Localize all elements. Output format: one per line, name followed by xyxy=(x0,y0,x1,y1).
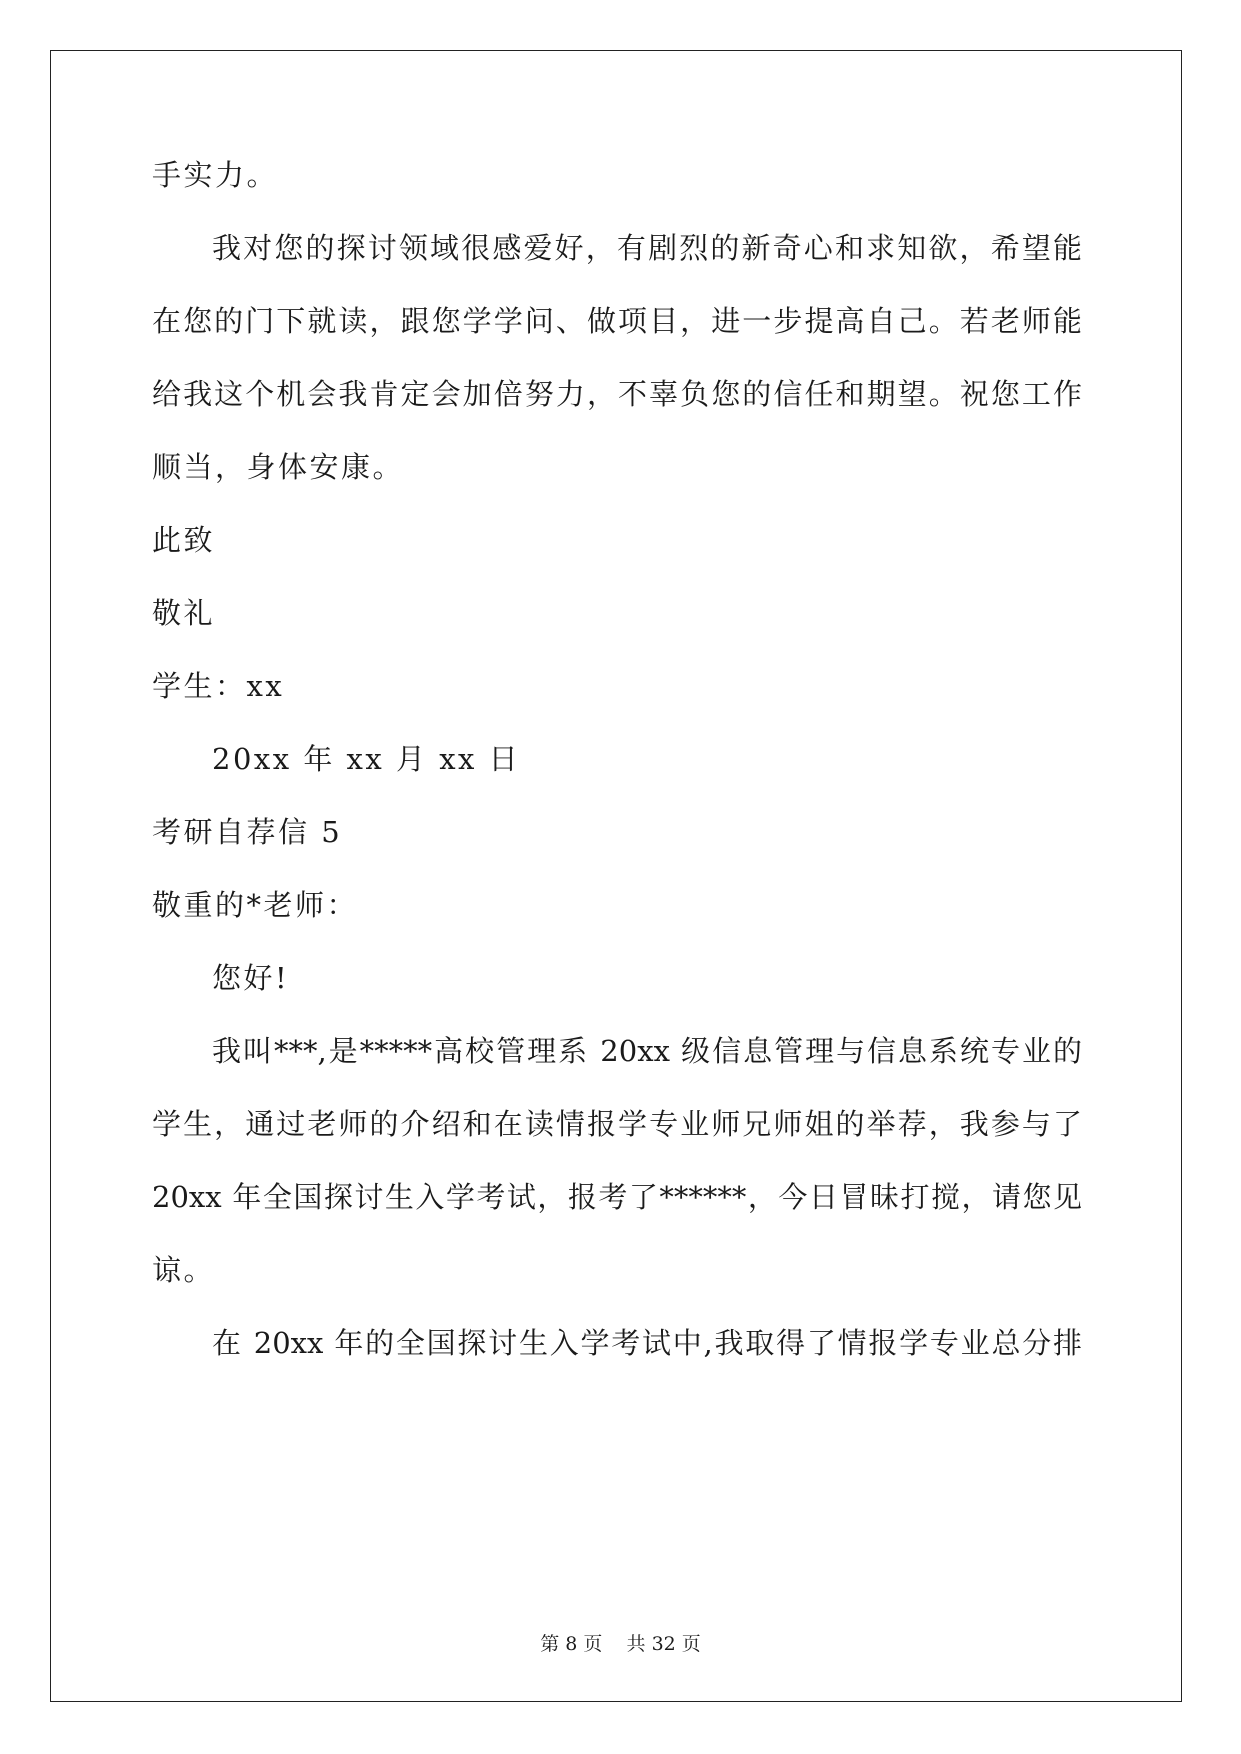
salutation-regards: 敬礼 xyxy=(152,596,216,630)
text-line: 给我这个机会我肯定会加倍努力，不辜负您的信任和期望。祝您工作 xyxy=(152,377,1082,411)
text-line: 我叫***,是*****高校管理系 20xx 级信息管理与信息系统专业的 xyxy=(212,1034,1082,1068)
text-line: 在您的门下就读，跟您学学问、做项目，进一步提高自己。若老师能 xyxy=(152,304,1082,338)
text-line: 谅。 xyxy=(152,1253,216,1287)
page-number-footer: 第 8 页 共 32 页 xyxy=(540,1633,701,1655)
signature-name: 学生：xx xyxy=(152,669,285,703)
signature-date: 20xx 年 xx 月 xx 日 xyxy=(212,742,521,776)
salutation-closing: 此致 xyxy=(152,523,216,557)
text-line: 您好! xyxy=(212,961,290,995)
text-line: 20xx 年全国探讨生入学考试，报考了******，今日冒昧打搅，请您见 xyxy=(152,1180,1082,1214)
text-line: 在 20xx 年的全国探讨生入学考试中,我取得了情报学专业总分排 xyxy=(212,1326,1082,1360)
letter-greeting: 敬重的*老师： xyxy=(152,888,359,922)
text-line: 我对您的探讨领域很感爱好，有剧烈的新奇心和求知欲，希望能 xyxy=(212,231,1082,265)
text-line: 顺当，身体安康。 xyxy=(152,450,405,484)
section-heading: 考研自荐信 5 xyxy=(152,815,343,849)
text-line: 手实力。 xyxy=(152,158,279,192)
text-line: 学生，通过老师的介绍和在读情报学专业师兄师姐的举荐，我参与了 xyxy=(152,1107,1082,1141)
page-border xyxy=(50,50,1182,1702)
